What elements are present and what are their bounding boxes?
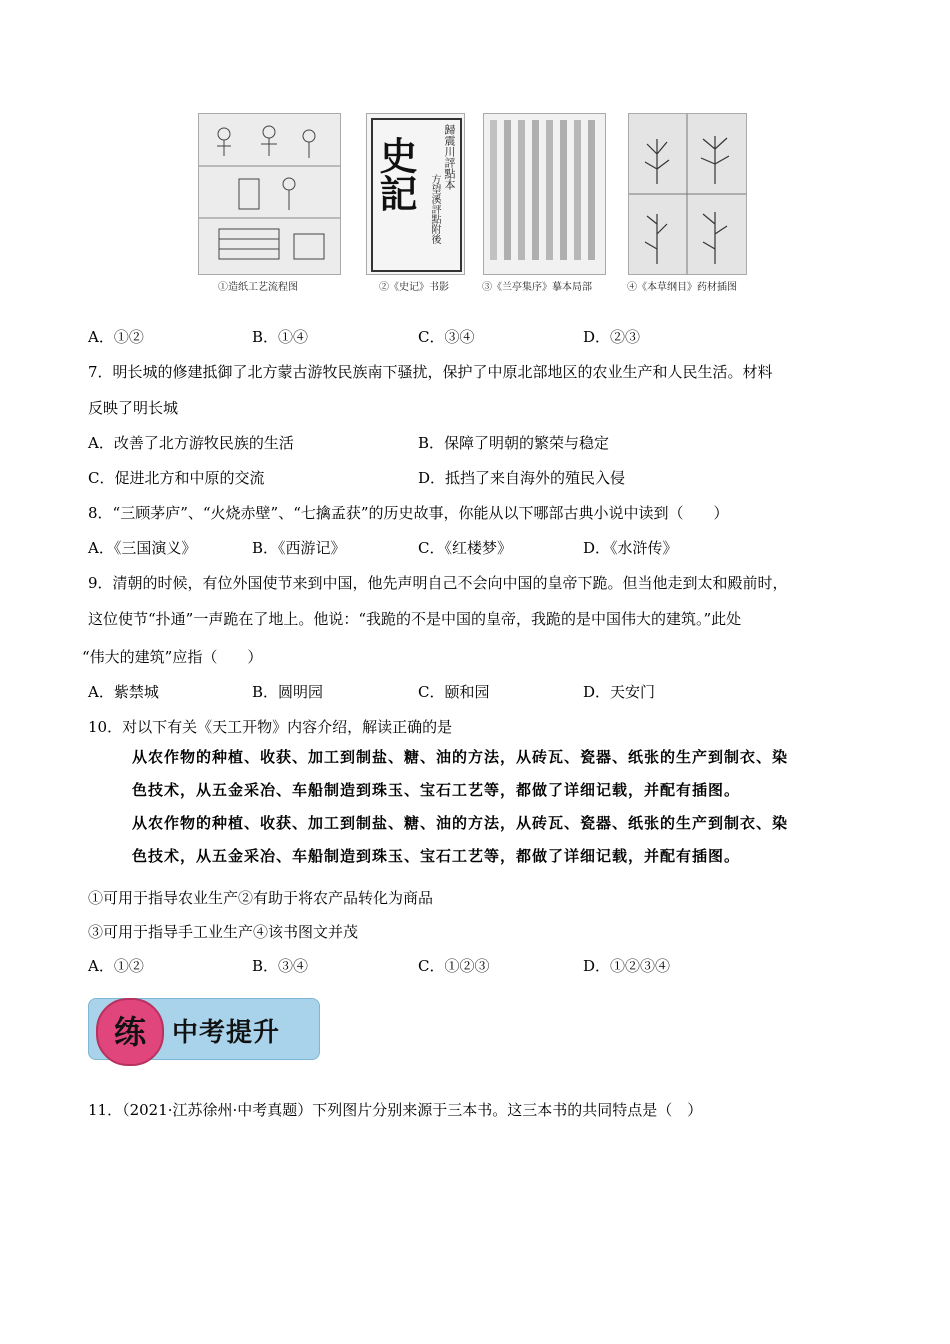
q7-option-c: C．促进北方和中原的交流 <box>88 469 265 487</box>
q7-option-a: A．改善了北方游牧民族的生活 <box>88 434 294 452</box>
q10-option-a: A．①② <box>88 957 144 975</box>
q10-statement-line-1: ①可用于指导农业生产②有助于将农产品转化为商品 <box>88 889 434 907</box>
q10-stem-line-1: 10．对以下有关《天工开物》内容介绍，解读正确的是 <box>88 718 453 736</box>
papermaking-process-figure <box>198 113 341 275</box>
lanting-preface-figure <box>483 113 606 275</box>
q9-option-c: C．颐和园 <box>418 683 490 701</box>
q10-option-c: C．①②③ <box>418 957 490 975</box>
q10-statement-line-2: ③可用于指导手工业生产④该书图文并茂 <box>88 923 359 941</box>
q9-option-d: D．天安门 <box>583 683 656 701</box>
shiji-title-chars: 史記 <box>373 136 418 212</box>
q10-material-line-3: 从农作物的种植、收获、加工到制盐、糖、油的方法，从砖瓦、瓷器、纸张的生产到制衣、染 <box>132 814 789 832</box>
shiji-side-text-2: 方望溪評點附後 <box>429 174 440 244</box>
q10-material-line-2: 色技术，从五金采冶、车船制造到珠玉、宝石工艺等，都做了详细记载，并配有插图。 <box>132 781 741 799</box>
banner-circle-char: 练 <box>113 1013 146 1051</box>
q7-stem-line-2: 反映了明长城 <box>88 399 179 417</box>
q6-option-c: C．③④ <box>418 328 475 346</box>
q9-stem-line-2: 这位使节“扑通”一声跪在了地上。他说：“我跪的不是中国的皇帝，我跪的是中国伟大的建筑。”此处 <box>88 610 742 628</box>
q7-option-d: D．抵挡了来自海外的殖民入侵 <box>418 469 626 487</box>
herb-illustration <box>629 114 746 274</box>
figure-caption-3: ③《兰亭集序》摹本局部 <box>482 282 592 293</box>
shiji-side-text: 歸震川評點本 <box>443 124 456 190</box>
figure-caption-4: ④《本草纲目》药材插图 <box>627 282 737 293</box>
shiji-book-figure <box>366 113 465 275</box>
banner-title: 中考提升 <box>172 1018 281 1048</box>
q7-option-b: B．保障了明朝的繁荣与稳定 <box>418 434 610 452</box>
q10-option-d: D．①②③④ <box>583 957 671 975</box>
q9-option-b: B．圆明园 <box>252 683 324 701</box>
bencao-gangmu-figure <box>628 113 747 275</box>
q7-stem-line-1: 7．明长城的修建抵御了北方蒙古游牧民族南下骚扰，保护了中原北部地区的农业生产和人民生活。材料 <box>88 363 773 381</box>
q8-option-d: D．《水浒传》 <box>583 539 678 557</box>
q8-stem-line-1: 8．“三顾茅庐”、“火烧赤壁”、“七擒孟获”的历史故事，你能从以下哪部古典小说中读到（ ） <box>88 504 729 522</box>
q11-stem-line-1: 11．（2021·江苏徐州·中考真题）下列图片分别来源于三本书。这三本书的共同特点是（ ） <box>88 1101 703 1119</box>
q9-stem-line-1: 9．清朝的时候，有位外国使节来到中国，他先声明自己不会向中国的皇帝下跪。但当他走到太和殿前时， <box>88 574 788 592</box>
q6-option-b: B．①④ <box>252 328 309 346</box>
q6-option-a: A．①② <box>88 328 144 346</box>
q9-option-a: A．紫禁城 <box>88 683 159 701</box>
q10-material-line-1: 从农作物的种植、收获、加工到制盐、糖、油的方法，从砖瓦、瓷器、纸张的生产到制衣、染 <box>132 748 789 766</box>
q9-stem-line-3: “伟大的建筑”应指（ ） <box>82 648 263 666</box>
q6-option-d: D．②③ <box>583 328 641 346</box>
banner-circle <box>96 998 164 1066</box>
q10-option-b: B．③④ <box>252 957 309 975</box>
papermaking-illustration <box>199 114 340 274</box>
calligraphy-illustration <box>484 114 605 274</box>
figure-caption-2: ②《史记》书影 <box>379 282 449 293</box>
figure-caption-1: ①造纸工艺流程图 <box>218 282 298 293</box>
q8-option-b: B．《西游记》 <box>252 539 346 557</box>
q8-option-a: A．《三国演义》 <box>88 539 197 557</box>
q10-material-line-4: 色技术，从五金采冶、车船制造到珠玉、宝石工艺等，都做了详细记载，并配有插图。 <box>132 847 741 865</box>
q8-option-c: C．《红楼梦》 <box>418 539 512 557</box>
